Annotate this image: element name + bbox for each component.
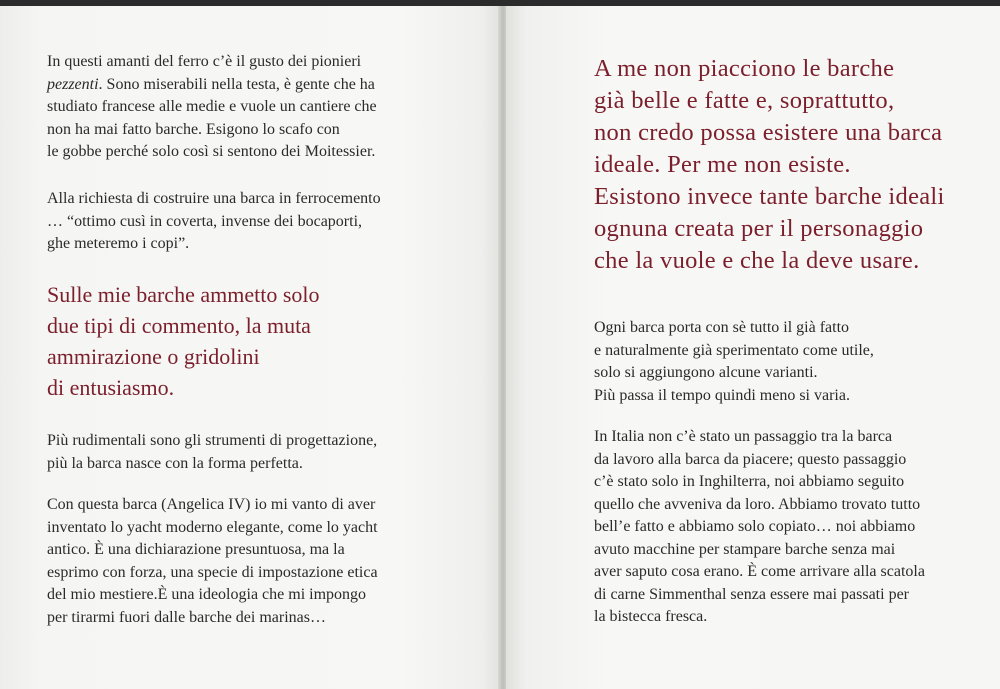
text-line: non ha mai fatto barche. Esigono lo scafo con [47, 120, 340, 138]
text-line: le gobbe perché solo così si sentono dei Moitessier. [47, 143, 376, 160]
left-paragraph-1 [47, 51, 377, 164]
text-line: aver saputo cosa erano. È come arrivare alla scatola [594, 563, 925, 580]
text-line: di carne Simmenthal senza essere mai passati per [594, 585, 909, 603]
left-pull-quote [47, 279, 320, 403]
right-page [506, 6, 1000, 689]
quote-line: A me non piacciono le barche [594, 55, 895, 82]
quote-line: ideale. Per me non esiste. [594, 151, 851, 178]
right-paragraph-1 [594, 317, 874, 407]
text-line: Con questa barca (Angelica IV) io mi vanto di aver [47, 496, 376, 513]
quote-line: ammirazione o gridolini [47, 344, 260, 369]
text-line: In questi amanti del ferro c’è il gusto dei pionieri [47, 53, 362, 70]
text-line: studiato francese alle medie e vuole un cantiere che [47, 98, 377, 115]
italic-word: pezzenti [47, 75, 99, 93]
quote-line: Esistono invece tante barche ideali [594, 183, 945, 210]
quote-line: ognuna creata per il personaggio [594, 215, 924, 242]
text-line: c’è stato solo in Inghilterra, noi abbiamo seguito [594, 473, 905, 490]
left-page [0, 6, 500, 689]
quote-line: di entusiasmo. [47, 375, 175, 400]
quote-line: non credo possa esistere una barca [594, 119, 943, 146]
text-line: Più rudimentali sono gli strumenti di progettazione, [47, 432, 378, 449]
text-line: In Italia non c’è stato un passaggio tra la barca [594, 428, 893, 445]
text-line: più la barca nasce con la forma perfetta. [47, 454, 303, 472]
text-line: avuto macchine per stampare barche senza mai [594, 540, 896, 558]
left-paragraph-2 [47, 188, 381, 256]
text-line: Alla richiesta di costruire una barca in ferrocemento [47, 190, 381, 207]
text-line: antico. È una dichiarazione presuntuosa, ma la [47, 541, 345, 558]
quote-line: che la vuole e che la deve usare. [594, 247, 920, 274]
text-line: del mio mestiere.È una ideologia che mi impongo [47, 586, 367, 603]
text-line: e naturalmente già sperimentato come utile, [594, 341, 874, 359]
text-line: solo si aggiungono alcune varianti. [594, 364, 818, 381]
text-line: la bistecca fresca. [594, 608, 708, 625]
left-paragraph-3 [47, 430, 377, 475]
left-paragraph-4 [47, 494, 378, 629]
right-paragraph-2 [594, 426, 925, 629]
quote-line: già belle e fatte e, soprattutto, [594, 87, 895, 114]
text-line [47, 74, 377, 97]
text-line: ghe meteremo i copi”. [47, 235, 190, 252]
text-line: quello che avveniva da loro. Abbiamo trovato tutto [594, 495, 921, 513]
text-line: … “ottimo cusì in coverta, invense dei bocaporti, [47, 212, 363, 230]
text-line: esprimo con forza, una specie di impostazione etica [47, 563, 378, 581]
quote-line: Sulle mie barche ammetto solo [47, 282, 320, 307]
right-pull-quote [594, 53, 945, 277]
quote-line: due tipi di commento, la muta [47, 313, 311, 338]
text-line: Più passa il tempo quindi meno si varia. [594, 386, 850, 404]
text-line: per tirarmi fuori dalle barche dei marinas… [47, 608, 326, 626]
text-fragment: . Sono miserabili nella testa, è gente che ha [98, 75, 375, 93]
text-line: inventato lo yacht moderno elegante, come lo yacht [47, 518, 378, 536]
text-line: Ogni barca porta con sè tutto il già fatto [594, 319, 850, 336]
text-line: da lavoro alla barca da piacere; questo passaggio [594, 450, 907, 468]
text-line: bell’e fatto e abbiamo solo copiato… noi abbiamo [594, 518, 916, 535]
